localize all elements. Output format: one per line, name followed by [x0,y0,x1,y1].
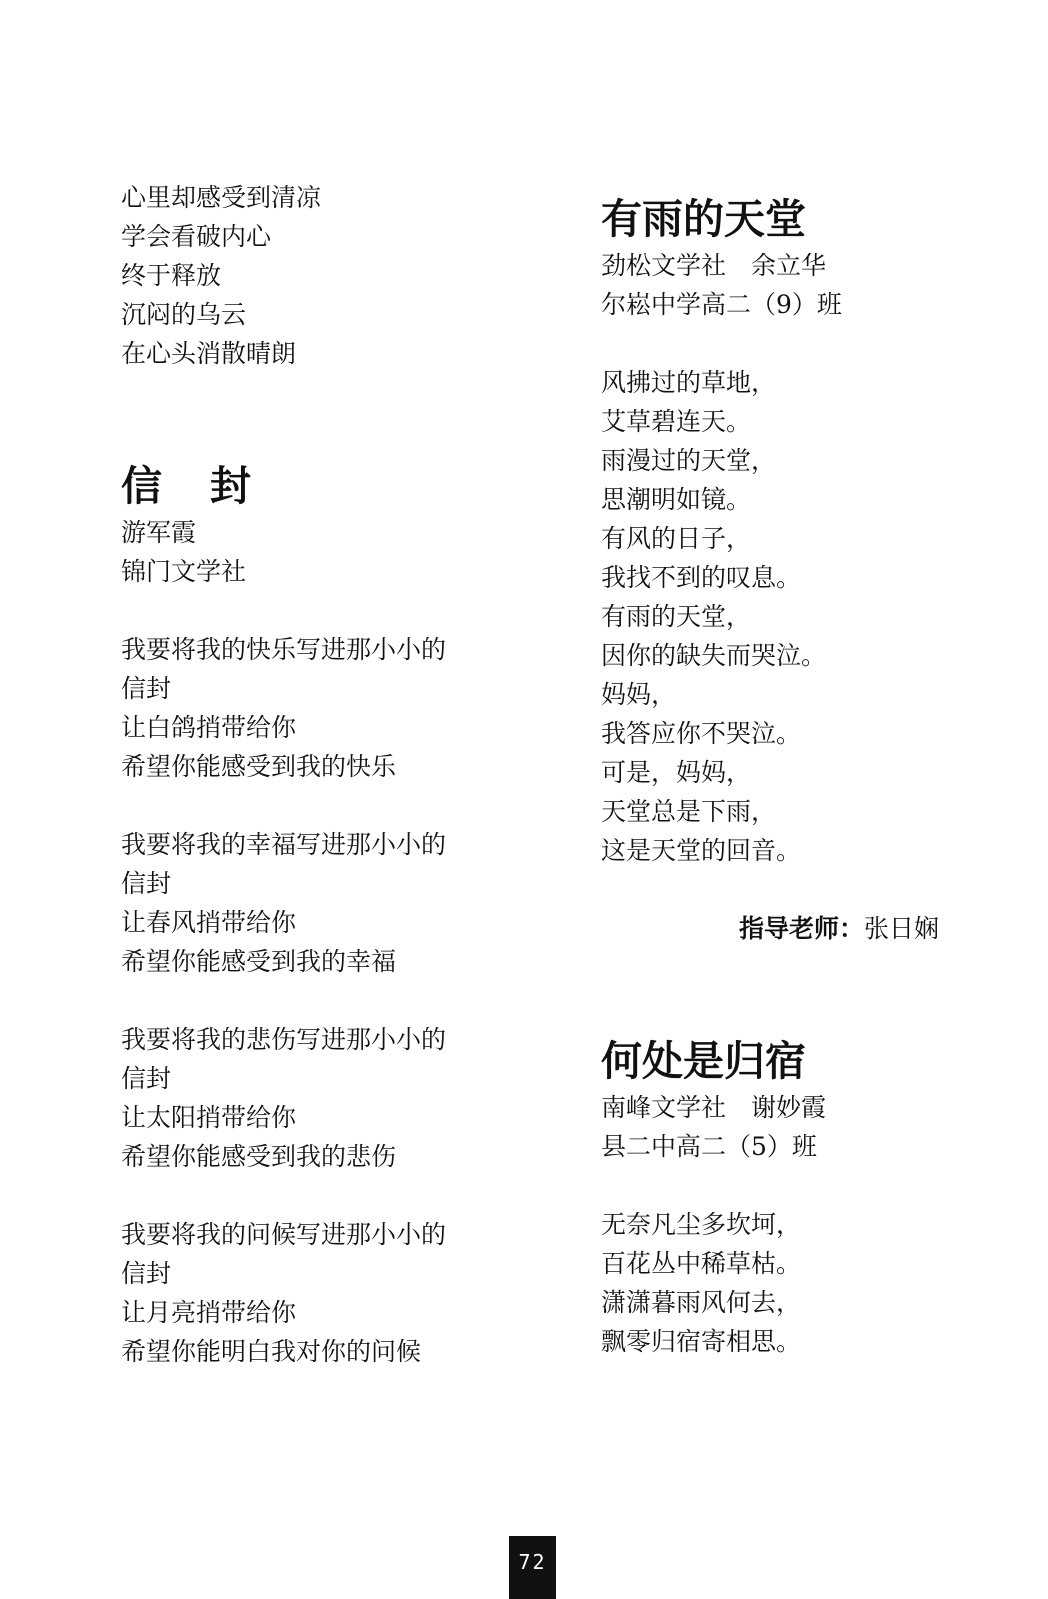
poem-line: 有雨的天堂， [601,602,752,631]
poem-line: 无奈凡尘多坎坷， [601,1210,802,1239]
poem-author: 游军霞 [121,518,197,547]
poem-society: 锦门文学社 [121,557,247,586]
poem-line: 信封 [121,1064,172,1093]
left-column [121,178,521,1371]
poem-class: 县二中高二（5）班 [601,1132,817,1161]
stanza [121,630,521,786]
poem-line: 百花丛中稀草枯。 [601,1249,802,1278]
poem-line: 让月亮捎带给你 [121,1298,297,1327]
poem-line: 希望你能感受到我的幸福 [121,947,397,976]
right-column [601,192,1001,1361]
poem-line: 让白鸽捎带给你 [121,713,297,742]
poem-line: 我要将我的幸福写进那小小的 [121,830,447,859]
stanza [121,825,521,981]
poem-line: 潇潇暮雨风何去， [601,1288,802,1317]
advisor-label: 指导老师： [738,914,864,943]
poem-title: 信封 [121,462,299,510]
poem-line: 可是，妈妈， [601,758,752,787]
poem-line: 让太阳捎带给你 [121,1103,297,1132]
poem-line: 我要将我的悲伤写进那小小的 [121,1025,447,1054]
poem-line: 希望你能明白我对你的问候 [121,1337,422,1366]
poem-line: 思潮明如镜。 [601,485,752,514]
poem-line: 我要将我的快乐写进那小小的 [121,635,447,664]
poem-line: 在心头消散晴朗 [121,339,297,368]
poem-author: 南峰文学社 谢妙霞 [601,1093,827,1122]
poem-line: 学会看破内心 [121,222,272,251]
advisor-credit [601,909,939,948]
poem-line: 天堂总是下雨， [601,797,777,826]
poem-title: 有雨的天堂 [601,195,806,243]
poem-line: 心里却感受到清凉 [121,183,322,212]
poem-title: 何处是归宿 [601,1037,806,1085]
poem-line: 终于释放 [121,261,222,290]
advisor-name: 张日娴 [863,914,939,943]
poem-line: 希望你能感受到我的悲伤 [121,1142,397,1171]
poem-line: 妈妈， [601,680,677,709]
poem-line: 信封 [121,674,172,703]
poem-line: 因你的缺失而哭泣。 [601,641,827,670]
poem-author: 劲松文学社 余立华 [601,251,827,280]
poem-line: 艾草碧连天。 [601,407,752,436]
poem-line: 希望你能感受到我的快乐 [121,752,397,781]
poem-class: 尔崧中学高二（9）班 [601,290,842,319]
poem-line: 飘零归宿寄相思。 [601,1327,802,1356]
poem-line: 有风的日子， [601,524,752,553]
poem-line: 我要将我的问候写进那小小的 [121,1220,447,1249]
stanza [121,1020,521,1176]
poem-line: 信封 [121,869,172,898]
poem-line: 让春风捎带给你 [121,908,297,937]
poem-line: 风拂过的草地， [601,368,777,397]
poem-line: 沉闷的乌云 [121,300,247,329]
poem-line: 这是天堂的回音。 [601,836,802,865]
page-number: 72 [509,1536,556,1599]
poem-line: 我答应你不哭泣。 [601,719,802,748]
stanza [121,1215,521,1371]
poem-line: 雨漫过的天堂， [601,446,777,475]
poem-line: 信封 [121,1259,172,1288]
poem-line: 我找不到的叹息。 [601,563,802,592]
